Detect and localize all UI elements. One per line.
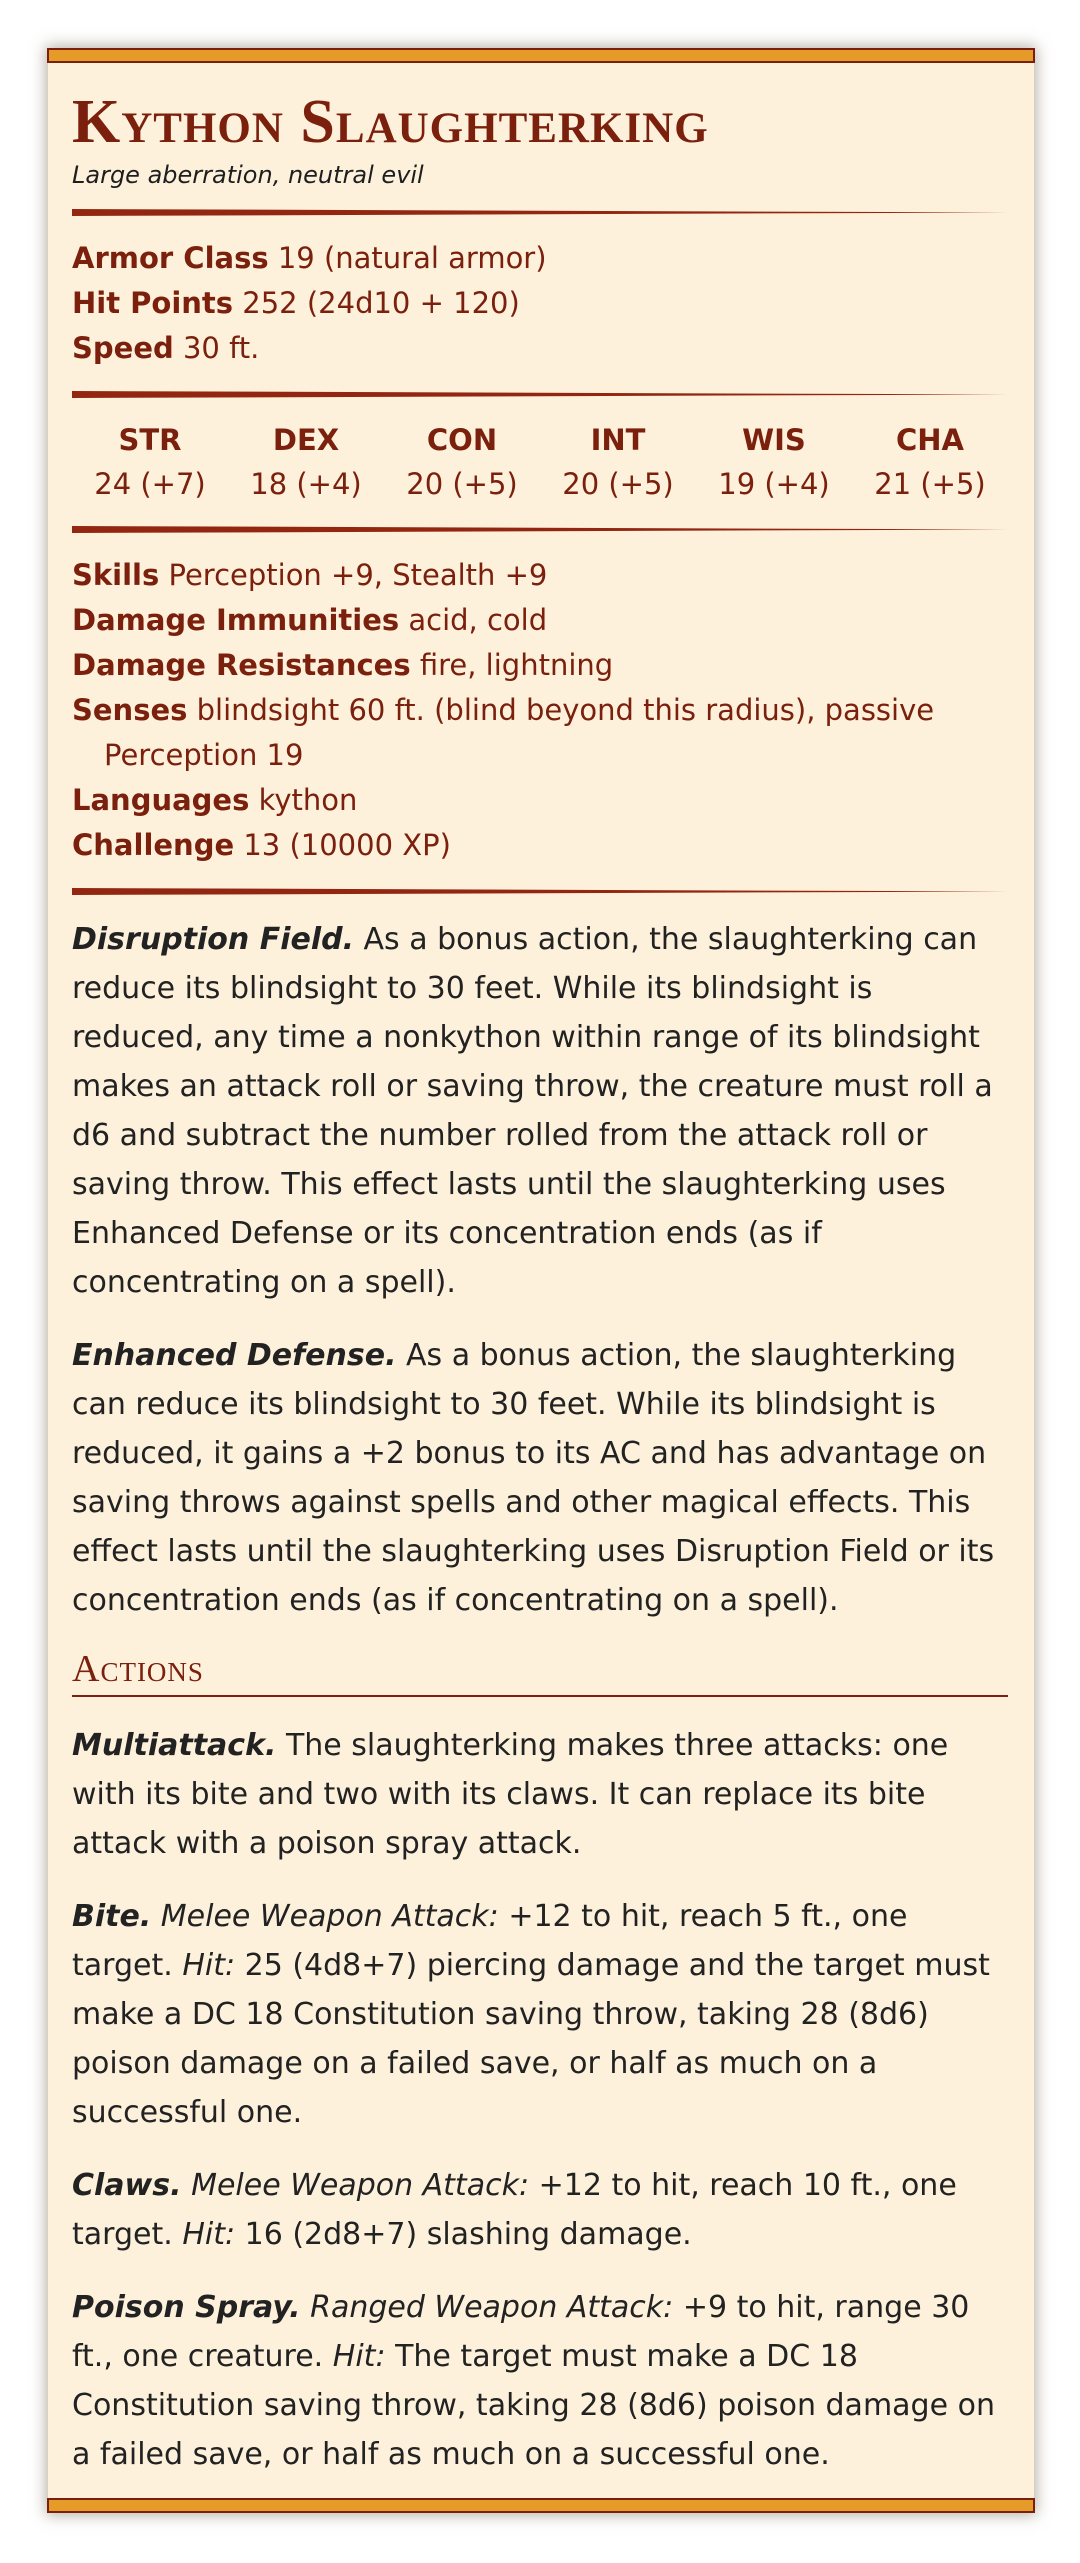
ability-scores xyxy=(72,418,1008,506)
languages xyxy=(72,778,1008,823)
ability-str xyxy=(72,418,228,506)
action-claws xyxy=(72,2161,1008,2259)
skills-value: Perception +9, Stealth +9 xyxy=(168,558,548,593)
ability-score: 19 (+4) xyxy=(718,467,830,502)
action-name: Multiattack. xyxy=(72,1727,277,1763)
stat-block xyxy=(48,48,1034,2513)
attack-type: Melee Weapon Attack: xyxy=(160,1898,499,1934)
ability-wis xyxy=(696,418,852,506)
hit-label: Hit: xyxy=(182,1947,236,1983)
action-multiattack xyxy=(72,1721,1008,1868)
speed-label: Speed xyxy=(72,331,174,366)
action-name: Poison Spray. xyxy=(72,2289,301,2325)
action-poison-spray xyxy=(72,2283,1008,2479)
hit-details: 16 (2d8+7) slashing damage. xyxy=(244,2216,692,2252)
tapered-divider xyxy=(72,391,1008,398)
damage-immunities-value: acid, cold xyxy=(408,603,548,638)
trait-text: As a bonus action, the slaughterking can reduce its blindsight to 30 feet. While its blindsight is reduced, any time a nonkython within range of its blindsight makes an attack roll or saving throw, the creature must roll a d6 and subtract the number rolled from the attack roll or saving throw. This effect lasts until the slaughterking uses Enhanced Defense or its concentration ends (as if concentrating on a spell). xyxy=(72,922,993,1301)
trait-name: Disruption Field. xyxy=(72,922,354,958)
ability-score: 20 (+5) xyxy=(406,467,518,502)
hit-points xyxy=(72,281,1008,326)
hit-label: Hit: xyxy=(332,2338,386,2374)
actions-heading: Actions xyxy=(72,1649,1008,1697)
ability-name: WIS xyxy=(742,423,806,458)
monster-name: Kython Slaughterking xyxy=(72,88,709,156)
attack-details: +12 to hit, reach 10 ft., one target. xyxy=(72,2167,957,2252)
speed xyxy=(72,326,1008,371)
damage-resistances-label: Damage Resistances xyxy=(72,648,411,683)
armor-class-label: Armor Class xyxy=(72,241,269,276)
ability-name: CHA xyxy=(896,423,964,458)
monster-type: Large aberration, neutral evil xyxy=(72,161,424,190)
skills xyxy=(72,553,1008,598)
senses xyxy=(72,688,1008,778)
ability-dex xyxy=(228,418,384,506)
ability-con xyxy=(384,418,540,506)
senses-value: blindsight 60 ft. (blind beyond this radius), passive Perception 19 xyxy=(104,693,935,773)
ability-name: DEX xyxy=(272,423,340,458)
action-name: Claws. xyxy=(72,2167,182,2203)
skills-label: Skills xyxy=(72,558,160,593)
ability-score: 20 (+5) xyxy=(562,467,674,502)
damage-immunities-label: Damage Immunities xyxy=(72,603,400,638)
stat-block-content xyxy=(72,90,1008,2503)
armor-class-value: 19 (natural armor) xyxy=(277,241,547,276)
trait-text: As a bonus action, the slaughterking can reduce its blindsight to 30 feet. While its blindsight is reduced, it gains a +2 bonus to its AC and has advantage on saving throws against spells and other magical effects. This effect lasts until the slaughterking uses Disruption Field or its concentration ends (as if concentrating on a spell). xyxy=(72,1338,995,1619)
speed-value: 30 ft. xyxy=(182,331,260,366)
ability-name: CON xyxy=(426,423,498,458)
challenge xyxy=(72,823,1008,868)
ability-name: STR xyxy=(118,423,182,458)
tapered-divider xyxy=(72,209,1008,216)
challenge-label: Challenge xyxy=(72,828,235,863)
trait-disruption-field xyxy=(72,915,1008,1307)
ability-cha xyxy=(852,418,1008,506)
action-text: The slaughterking makes three attacks: one with its bite and two with its claws. It can replace its bite attack with a poison spray attack. xyxy=(72,1727,949,1861)
attack-type: Melee Weapon Attack: xyxy=(191,2167,530,2203)
languages-label: Languages xyxy=(72,783,250,818)
action-name: Bite. xyxy=(72,1898,152,1934)
ability-score: 21 (+5) xyxy=(874,467,986,502)
attack-type: Ranged Weapon Attack: xyxy=(310,2289,674,2325)
top-border-bar xyxy=(47,48,1035,63)
attack-details: +9 to hit, range 30 ft., one creature. xyxy=(72,2289,970,2374)
hit-details: The target must make a DC 18 Constitution saving throw, taking 28 (8d6) poison damage on a failed save, or half as much on a successful one. xyxy=(72,2338,995,2472)
ability-int xyxy=(540,418,696,506)
ability-score: 24 (+7) xyxy=(94,467,206,502)
trait-name: Enhanced Defense. xyxy=(72,1338,397,1374)
senses-label: Senses xyxy=(72,693,188,728)
damage-resistances-value: fire, lightning xyxy=(419,648,614,683)
trait-enhanced-defense xyxy=(72,1331,1008,1625)
damage-resistances xyxy=(72,643,1008,688)
tapered-divider xyxy=(72,888,1008,895)
armor-class xyxy=(72,236,1008,281)
attack-details: +12 to hit, reach 5 ft., one target. xyxy=(72,1898,908,1983)
languages-value: kython xyxy=(258,783,358,818)
action-bite xyxy=(72,1892,1008,2137)
challenge-value: 13 (10000 XP) xyxy=(243,828,451,863)
hit-points-value: 252 (24d10 + 120) xyxy=(242,286,520,321)
bottom-border-bar xyxy=(47,2498,1035,2513)
hit-points-label: Hit Points xyxy=(72,286,234,321)
damage-immunities xyxy=(72,598,1008,643)
ability-score: 18 (+4) xyxy=(250,467,362,502)
hit-details: 25 (4d8+7) piercing damage and the target must make a DC 18 Constitution saving throw, taking 28 (8d6) poison damage on a failed save, or half as much on a successful one. xyxy=(72,1947,990,2130)
hit-label: Hit: xyxy=(182,2216,236,2252)
ability-name: INT xyxy=(590,423,646,458)
tapered-divider xyxy=(72,526,1008,533)
